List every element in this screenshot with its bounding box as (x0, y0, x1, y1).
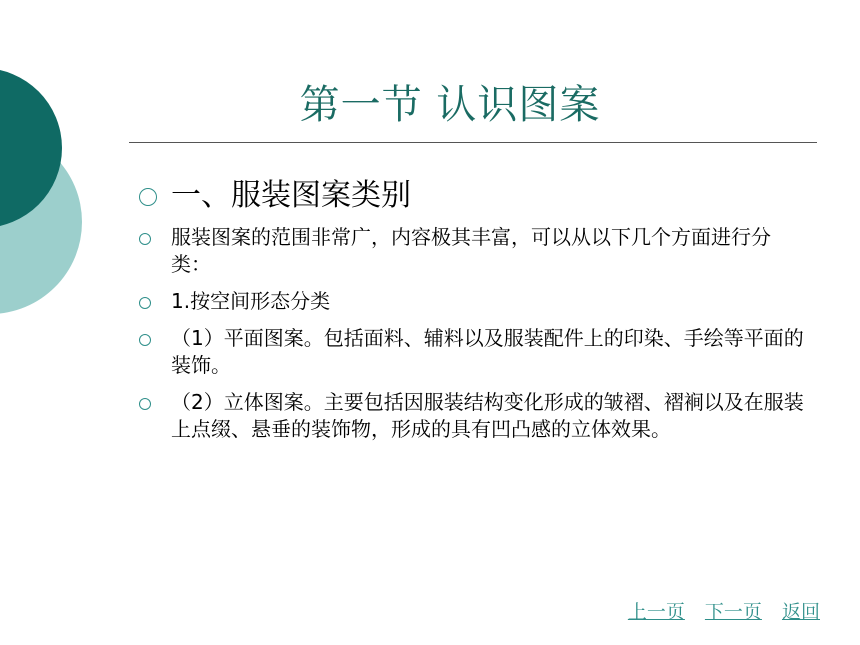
back-link[interactable]: 返回 (781, 601, 820, 623)
slide-title: 第一节 认识图案 (299, 82, 601, 128)
bullet-item (135, 288, 805, 315)
hollow-circle-bullet-icon (139, 334, 151, 346)
bullet-text: 1.按空间形态分类 (171, 289, 331, 313)
hollow-circle-bullet-icon (139, 297, 151, 309)
bullet-text: （1）平面图案。包括面料、辅料以及服装配件上的印染、手绘等平面的装饰。 (171, 326, 804, 377)
bullet-text: 一、服装图案类别 (171, 178, 411, 213)
title-divider (129, 142, 817, 143)
bullet-text: 服装图案的范围非常广，内容极其丰富，可以从以下几个方面进行分类： (171, 225, 771, 276)
bullet-item (135, 224, 805, 278)
bullet-item (135, 325, 805, 379)
slide-navigation (628, 597, 820, 624)
bullet-item (135, 389, 805, 443)
hollow-circle-bullet-icon (139, 233, 151, 245)
bullet-list (135, 174, 805, 453)
bullet-item-heading (135, 174, 805, 218)
bullet-text: （2）立体图案。主要包括因服装结构变化形成的皱褶、褶裥以及在服装上点缀、悬垂的装饰物，形成的具有凹凸感的立体效果。 (171, 390, 804, 441)
next-page-link[interactable]: 下一页 (704, 601, 762, 623)
decorative-teal-circles (0, 0, 120, 360)
hollow-circle-bullet-icon (139, 188, 157, 206)
hollow-circle-bullet-icon (139, 398, 151, 410)
prev-page-link[interactable]: 上一页 (627, 601, 685, 623)
